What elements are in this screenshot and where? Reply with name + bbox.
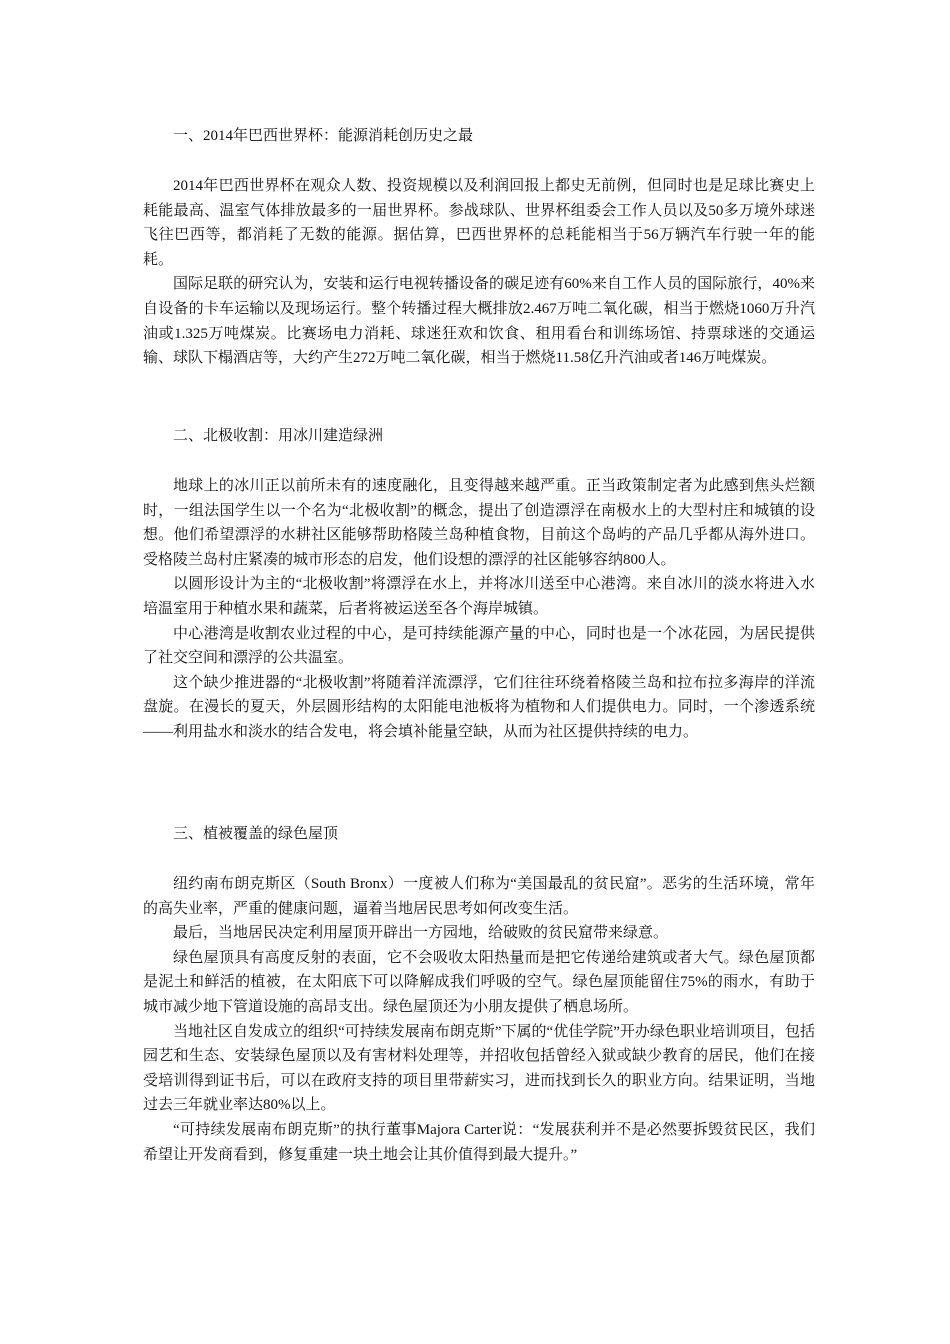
paragraph: 这个缺少推进器的“北极收割”将随着洋流漂浮，它们往往环绕着格陵兰岛和拉布拉多海岸的洋流盘旋。在漫长的夏天，外层圆形结构的太阳能电池板将为植物和人们提供电力。同时，一个渗透系统——利用盐水和淡水的结合发电，将会填补能量空缺，从而为社区提供持续的电力。: [143, 674, 815, 740]
paragraph: 地球上的冰川正以前所未有的速度融化，且变得越来越严重。正当政策制定者为此感到焦头烂额时，一组法国学生以一个名为“北极收割”的概念，提出了创造漂浮在南极水上的大型村庄和城镇的设想。他们希望漂浮的水耕社区能够帮助格陵兰岛种植食物，目前这个岛屿的产品几乎都从海外进口。受格陵兰岛村庄紧凑的城市形态的启发，他们设想的漂浮的社区能够容纳800人。: [143, 478, 815, 568]
section-2-heading: 二、北极收割：用冰川建造绿洲: [173, 428, 384, 444]
paragraph: 中心港湾是收割农业过程的中心，是可持续能源产量的中心，同时也是一个冰花园，为居民提供了社交空间和漂浮的公共温室。: [143, 625, 815, 667]
paragraph: 2014年巴西世界杯在观众人数、投资规模以及利润回报上都史无前例，但同时也是足球比赛史上耗能最高、温室气体排放最多的一届世界杯。参战球队、世界杯组委会工作人员以及50多万境外球迷飞往巴西等，都消耗了无数的能源。据估算，巴西世界杯的总耗能相当于56万辆汽车行驶一年的能耗。: [143, 178, 815, 268]
paragraph: 绿色屋顶具有高度反射的表面，它不会吸收太阳热量而是把它传递给建筑或者大气。绿色屋顶都是泥土和鲜活的植被，在太阳底下可以降解成我们呼吸的空气。绿色屋顶能留住75%的雨水，有助于城市减少地下管道设施的高昂支出。绿色屋顶还为小朋友提供了栖息场所。: [143, 949, 815, 1015]
paragraph: 国际足联的研究认为，安装和运行电视转播设备的碳足迹有60%来自工作人员的国际旅行，40%来自设备的卡车运输以及现场运行。整个转播过程大概排放2.467万吨二氧化碳，相当于燃烧1060万升汽油或1.325万吨煤炭。比赛场电力消耗、球迷狂欢和饮食、租用看台和训练场馆、持票球迷的交通运输、球队下榻酒店等，大约产生272万吨二氧化碳，相当于燃烧11.58亿升汽油或者146万吨煤炭。: [143, 276, 815, 367]
section-1-body: [143, 174, 815, 371]
paragraph: “可持续发展南布朗克斯”的执行董事Majora Carter说：“发展获利并不是必然要拆毁贫民区，我们希望让开发商看到，修复重建一块土地会让其价值得到最大提升。”: [143, 1121, 815, 1163]
paragraph: 最后，当地居民决定利用屋顶开辟出一方园地，给破败的贫民窟带来绿意。: [173, 925, 669, 942]
section-3-body: [143, 872, 815, 1167]
paragraph: 当地社区自发成立的组织“可持续发展南布朗克斯”下属的“优佳学院”开办绿色职业培训项目，包括园艺和生态、安装绿色屋顶以及有害材料处理等，并招收包括曾经入狱或缺少教育的居民，他们在接受培训得到证书后，可以在政府支持的项目里带薪实习，进而找到长久的职业方向。结果证明，当地过去三年就业率达80%以上。: [143, 1023, 815, 1114]
section-3-heading: 三、植被覆盖的绿色屋顶: [173, 826, 339, 842]
paragraph: 纽约南布朗克斯区（South Bronx）一度被人们称为“美国最乱的贫民窟”。恶劣的生活环境，常年的高失业率，严重的健康问题，逼着当地居民思考如何改变生活。: [143, 876, 815, 917]
section-2-body: [143, 474, 815, 745]
section-1-heading: 一、2014年巴西世界杯：能源消耗创历史之最: [173, 128, 474, 144]
paragraph: 以圆形设计为主的“北极收割”将漂浮在水上，并将冰川送至中心港湾。来自冰川的淡水将进入水培温室用于种植水果和蔬菜，后者将被运送至各个海岸城镇。: [143, 576, 815, 617]
